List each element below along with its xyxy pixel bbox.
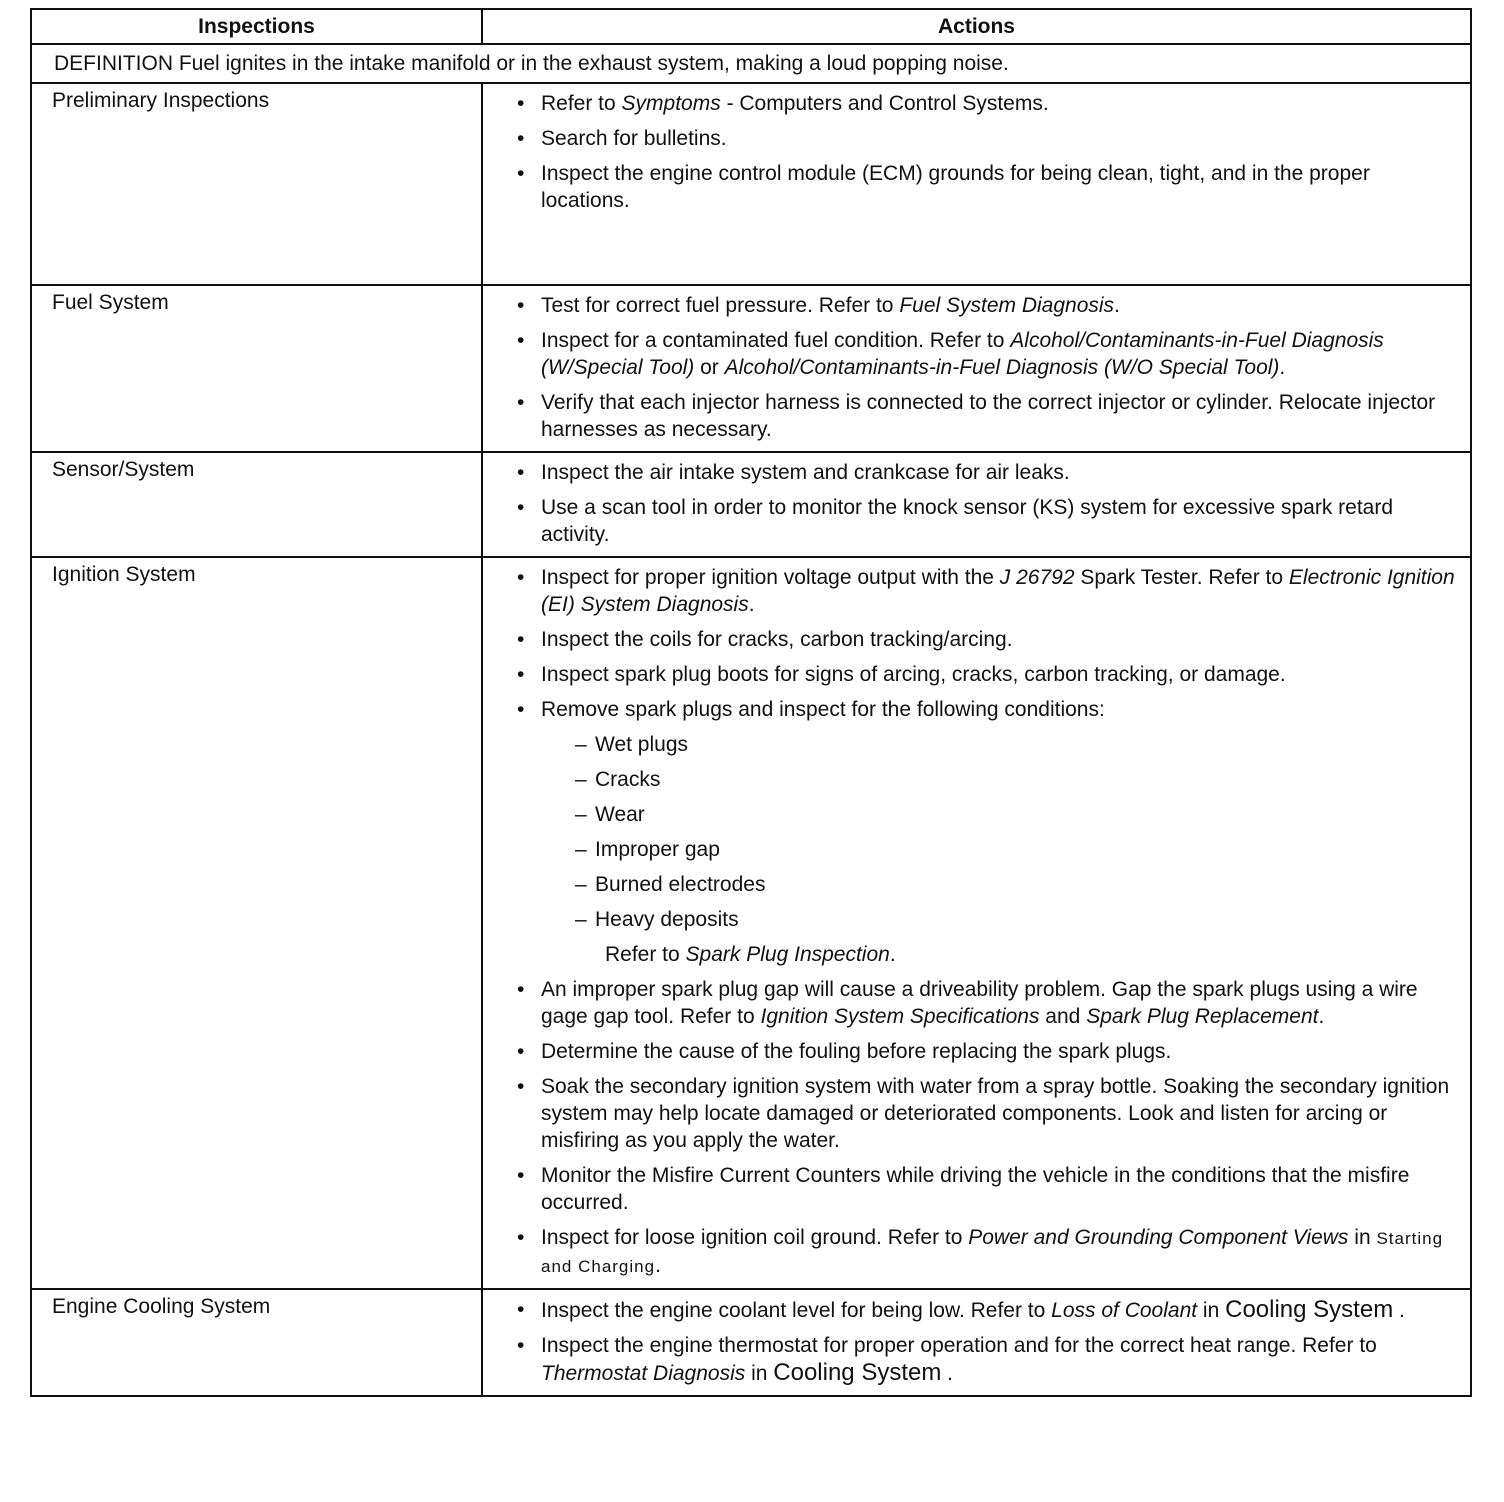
inspection-label: Engine Cooling System [31,1289,482,1396]
reference-link[interactable]: Symptoms [621,92,721,115]
action-item: • Soak the secondary ignition system with water from a spray bottle. Soaking the secondary ignition system may help locate damaged or deteriorated components. Look and listen for arcing or misfiring as you apply the water. [517,1075,1450,1152]
table-row [31,452,1471,557]
reference-link[interactable]: Power and Grounding Component Views [968,1226,1349,1249]
action-item: • Inspect the coils for cracks, carbon tracking/arcing. [517,628,1013,651]
condition-reference: Refer to Spark Plug Inspection. [605,943,896,966]
actions-cell [482,452,1471,557]
condition-item: – Wear [575,803,645,826]
condition-item: – Improper gap [575,838,720,861]
action-item: • Inspect the air intake system and crankcase for air leaks. [517,461,1070,484]
inspection-label: Sensor/System [31,452,482,557]
table-row [31,1289,1471,1396]
definition-text: DEFINITION Fuel ignites in the intake manifold or in the exhaust system, making a loud popping noise. [31,44,1471,83]
action-item: • Determine the cause of the fouling before replacing the spark plugs. [517,1040,1172,1063]
header-actions: Actions [482,9,1471,44]
condition-item: – Wet plugs [575,733,688,756]
reference-link[interactable]: Ignition System Specifications [760,1005,1040,1028]
reference-link[interactable]: Spark Plug Replacement [1086,1005,1319,1028]
inspection-label: Preliminary Inspections [31,83,482,285]
definition-row [31,44,1471,83]
action-item: • Test for correct fuel pressure. Refer to Fuel System Diagnosis. [517,294,1120,317]
actions-cell [482,83,1471,285]
table-row [31,285,1471,452]
reference-link[interactable]: Alcohol/Contaminants-in-Fuel Diagnosis (W/O Special Tool) [724,356,1280,379]
action-item: • Monitor the Misfire Current Counters while driving the vehicle in the conditions that the misfire occurred. [517,1164,1410,1214]
action-item: • Use a scan tool in order to monitor the knock sensor (KS) system for excessive spark retard activity. [517,496,1394,546]
action-item: • An improper spark plug gap will cause a driveability problem. Gap the spark plugs using a wire gage gap tool. Refer to Ignition System Specifications and Spark Plug Replacement. [517,978,1418,1028]
reference-link[interactable]: Loss of Coolant [1051,1299,1198,1322]
reference-link[interactable]: Thermostat Diagnosis [541,1362,746,1385]
action-item: • Inspect the engine thermostat for proper operation and for the correct heat range. Refer to Thermostat Diagnosis in Cooling System . [517,1334,1377,1386]
actions-cell [482,285,1471,452]
action-item: • Inspect for a contaminated fuel condition. Refer to Alcohol/Contaminants-in-Fuel Diagnosis (W/Special Tool) or Alcohol/Contaminants-in-Fuel Diagnosis (W/O Special Tool). [517,329,1384,379]
action-item: • Inspect for loose ignition coil ground. Refer to Power and Grounding Component Views in Starting and Charging. [517,1226,1444,1277]
action-item: • Verify that each injector harness is connected to the correct injector or cylinder. Relocate injector harnesses as necessary. [517,391,1436,441]
reference-link[interactable]: Alcohol/Contaminants-in-Fuel Diagnosis (W/Special Tool) [541,329,1384,379]
reference-link[interactable]: Electronic Ignition (EI) System Diagnosis [541,566,1455,616]
inspection-label: Ignition System [31,557,482,1289]
header-row [31,9,1471,44]
condition-item: – Heavy deposits [575,908,739,931]
action-item: • Refer to Symptoms - Computers and Control Systems. [517,92,1049,115]
action-item: • Remove spark plugs and inspect for the following conditions: – Wet plugs – Cracks – Wear – Improper gap – Burned electrodes – Heavy deposits Refer to Spark Plug Inspection. [517,696,1456,968]
section-reference[interactable]: Cooling System [773,1359,942,1386]
actions-cell [482,1289,1471,1396]
section-reference[interactable]: Starting and Charging [541,1229,1444,1276]
action-item: • Inspect spark plug boots for signs of arcing, cracks, carbon tracking, or damage. [517,663,1286,686]
diagnostic-table [30,8,1472,1397]
action-item: • Search for bulletins. [517,127,727,150]
tool-reference: J 26792 [999,566,1075,589]
table-row [31,557,1471,1289]
section-reference[interactable]: Cooling System [1225,1296,1394,1323]
condition-item: – Burned electrodes [575,873,766,896]
inspection-label: Fuel System [31,285,482,452]
header-inspections: Inspections [31,9,482,44]
action-item: • Inspect for proper ignition voltage output with the J 26792 Spark Tester. Refer to Electronic Ignition (EI) System Diagnosis. [517,566,1455,616]
condition-item: – Cracks [575,768,661,791]
reference-link[interactable]: Fuel System Diagnosis [899,294,1115,317]
table-row [31,83,1471,285]
action-item: • Inspect the engine control module (ECM) grounds for being clean, tight, and in the proper locations. [517,162,1370,212]
actions-cell [482,557,1471,1289]
reference-link[interactable]: Spark Plug Inspection [685,943,890,966]
action-item: • Inspect the engine coolant level for being low. Refer to Loss of Coolant in Cooling System . [517,1296,1405,1323]
